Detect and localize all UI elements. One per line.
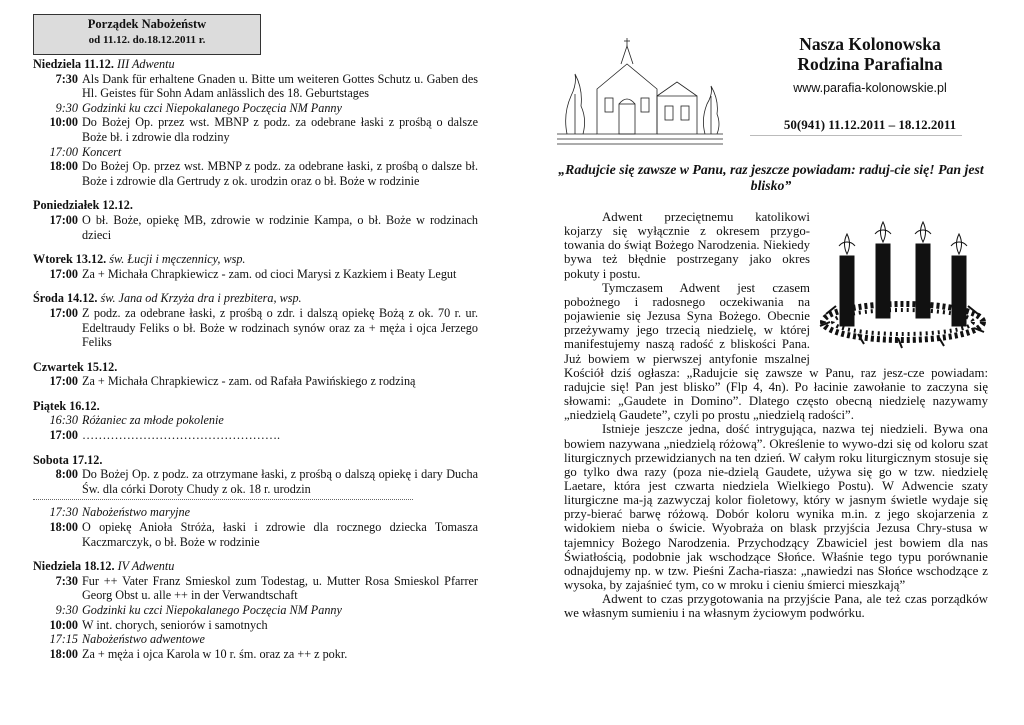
day-liturgical-note: IV Adwentu — [117, 559, 175, 574]
scripture-quote: „Radujcie się zawsze w Panu, raz jeszcze powiadam: raduj-cie się! Pan jest blisko” — [558, 162, 984, 193]
service-row — [33, 159, 478, 188]
service-row — [33, 505, 478, 520]
service-row — [33, 267, 478, 282]
service-time: 17:00 — [49, 305, 78, 320]
service-time: 18:00 — [49, 159, 78, 174]
service-description: Do Bożej Op. przez wst. MBNP z podz. za odebrane łaski z prośbą o dalsze Boże bł. i zdrowie dla rodziny — [82, 115, 478, 144]
service-time: 18:00 — [49, 646, 78, 661]
article-paragraph-4: Adwent to czas przygotowania na przyjście Pana, ale też czas porządków we własnym sumieniu i na własnym życiowym podwórku. — [564, 592, 988, 621]
day-heading — [33, 57, 478, 72]
day-heading — [33, 252, 478, 267]
parish-url[interactable]: www.parafia-kolonowskie.pl — [793, 81, 947, 95]
service-time: 17:30 — [49, 505, 78, 520]
day-label: Piątek 16.12. — [33, 398, 100, 413]
service-time: 17:00 — [49, 144, 78, 159]
day-label: Środa 14.12. — [33, 291, 98, 306]
service-row — [33, 115, 478, 144]
service-row — [33, 101, 478, 116]
day-heading — [33, 291, 478, 306]
article-paragraph-1: Adwent przeciętnemu katolikowi kojarzy się wyłącznie z okresem przygo-towania do świąt Bożego Narodzenia. Niekiedy bywa też błędnie postrzegany jako okres pokuty i postu. — [564, 210, 810, 281]
article-paragraph-3: Istnieje jeszcze jedna, dość intrygująca, nazwa tej niedzieli. Bywa ona bowiem nazywana „niedzielą różową”. Określenie to wywo-dzi się od koloru szat liturgicznych przewidzianych na ten dzień. W całym roku liturgicznym stosuje się go tylko dwa razy (poza nie-dzielą Gaudete, używa się go w tzw. niedzielę Laetare, która jest czwarta niedziela Wielkiego Postu). W Adwencie szaty liturgiczne ma-ją zazwyczaj kolor fioletowy, który w jasnym świetle wydaje się przy-bierać barwę różową. Dobór koloru wynika m.in. z jego skojarzenia z widokiem nieba o świcie. Wyobraża on blask przyjścia Jezusa Chry-stusa w tajemnicy Bożego Narodzenia. Przychodzący Zbawiciel jest bowiem dla nas Światłością, podobnie jak wschodzące Słońce. Właśnie tego typu porównanie odnajdujemy np. w tzw. Pieśni Zacha-riasza: „nawiedzi nas Słońce wschodzące z wysoka, by zajaśnieć tym, co w mroku i cieniu śmierci mieszkają” — [564, 422, 988, 593]
article — [564, 210, 988, 621]
service-time: 10:00 — [49, 617, 78, 632]
day-label: Niedziela 11.12. — [33, 57, 114, 71]
service-description: O opiekę Anioła Stróża, łaski i zdrowie dla rocznego dziecka Tomasza Kaczmarczyk, o bł. Boże w rodzinie — [82, 520, 478, 549]
day-liturgical-note: św. Łucji i męczennicy, wsp. — [109, 252, 246, 267]
service-time: 17:00 — [49, 266, 78, 281]
church-illustration — [557, 34, 723, 150]
service-description: Nabożeństwo maryjne — [82, 505, 190, 520]
advent-wreath-illustration — [818, 210, 988, 350]
service-row — [33, 574, 478, 603]
service-row — [33, 413, 478, 428]
service-description: Do Bożej Op. z podz. za otrzymane łaski, z prośbą o dalszą opiekę i dary Ducha Św. dla córki Doroty Chudy z ok. 18 r. urodzin — [82, 467, 478, 496]
service-description: W int. chorych, seniorów i samotnych — [82, 617, 268, 632]
day-label: Sobota 17.12. — [33, 452, 103, 467]
service-description: Als Dank für erhaltene Gnaden u. Bitte um weiteren Gottes Schutz u. Gaben des Hl. Geistes für Sohn Adam anlässlich des 18. Geburtstages — [82, 71, 478, 101]
day-heading — [33, 559, 478, 574]
service-time: 9:30 — [55, 100, 78, 115]
day-label: Niedziela 18.12. — [33, 559, 115, 574]
service-description: Koncert — [82, 144, 122, 159]
service-description: Godzinki ku czci Niepokalanego Poczęcia NM Panny — [82, 100, 342, 115]
parish-title-line1: Nasza Kolonowska — [799, 34, 941, 54]
service-time: 17:00 — [49, 212, 78, 227]
service-description: Z podz. za odebrane łaski, z prośbą o zdr. i dalszą opiekę Bożą z ok. 70 r. ur. Edeltraudy Feliks o bł. Boże w rodzinach synów oraz za + męża i ojca Jerzego Feliks — [82, 305, 478, 350]
service-description: Za + Michała Chrapkiewicz - zam. od cioci Marysi z Kazkiem i Beaty Legut — [82, 266, 457, 281]
parish-title — [750, 34, 990, 74]
service-time: 16:30 — [49, 413, 78, 428]
day-heading — [33, 453, 478, 468]
header-divider — [750, 135, 962, 136]
service-description: Fur ++ Vater Franz Smieskol zum Todestag, u. Mutter Rosa Smieskol Pfarrer Georg Obst u. alle ++ in der Verwandtschaft — [82, 573, 478, 603]
service-time: 17:00 — [49, 374, 78, 389]
service-description: …………………………………………. — [82, 428, 281, 443]
service-time: 8:00 — [55, 467, 78, 482]
service-row — [33, 632, 478, 647]
schedule-header-box — [33, 14, 261, 55]
service-description: Różaniec za młode pokolenie — [82, 413, 224, 428]
service-row — [33, 618, 478, 633]
service-time: 18:00 — [49, 520, 78, 535]
service-time: 7:30 — [55, 71, 78, 86]
service-description: O bł. Boże, opiekę MB, zdrowie w rodzinie Kampa, o bł. Boże w rodzinach dzieci — [82, 212, 478, 242]
schedule-title: Porządek Nabożeństw — [87, 17, 207, 31]
dotted-separator — [33, 499, 413, 500]
day-liturgical-note: III Adwentu — [116, 57, 175, 71]
service-row — [33, 647, 478, 662]
service-description: Nabożeństwo adwentowe — [82, 632, 205, 647]
service-row — [33, 72, 478, 101]
service-row — [33, 213, 478, 242]
service-description: Godzinki ku czci Niepokalanego Poczęcia NM Panny — [82, 603, 342, 617]
service-time: 17:00 — [49, 428, 78, 443]
day-label: Poniedziałek 12.12. — [33, 198, 133, 213]
service-description: Do Bożej Op. przez wst. MBNP z podz. za odebrane łaski, z prośbą o dalsze bł. Boże i zdrowie dla Gertrudy z ok. urodzin oraz o bł. Boże w rodzinie — [82, 159, 478, 188]
service-time: 10:00 — [49, 115, 78, 130]
day-heading — [33, 360, 478, 375]
service-description: Za + męża i ojca Karola w 10 r. śm. oraz za ++ z pokr. — [82, 646, 348, 661]
service-row — [33, 374, 478, 389]
issue-number: 50(941) 11.12.2011 – 18.12.2011 — [783, 117, 957, 132]
service-row — [33, 467, 478, 496]
day-liturgical-note: św. Jana od Krzyża dra i prezbitera, wsp. — [100, 291, 302, 306]
schedule-dates: od 11.12. do.18.12.2011 r. — [88, 34, 206, 46]
day-label: Czwartek 15.12. — [33, 359, 118, 374]
day-heading — [33, 399, 478, 414]
service-row — [33, 306, 478, 350]
service-time: 7:30 — [55, 573, 78, 588]
article-paragraph-2: Tymczasem Adwent jest czasem pobożnego i radosnego oczekiwania na pojawienie się Jezusa Syna Bożego. Obecnie przeżywamy jego trzecią niedzielę, w której manifestujemy naszą radość z bliskości Pana. Już bowiem w pierwszej antyfonie mszalnej Kościół dziś ogłasza: „Radujcie się zawsze w Panu, raz jesz-cze powiadam: radujcie się! Pan jest blisko” (Flp 4, 4n). Po łacinie zawołanie to zaczyna się słowami: „Gaudete in Domino”. Dlatego często obecną niedzielę nazywamy „niedzielą Gaudete”, czyli po prostu „niedzielą radości”. — [564, 280, 988, 423]
service-row — [33, 428, 478, 443]
day-heading — [33, 198, 478, 213]
parish-title-line2: Rodzina Parafialna — [797, 54, 943, 74]
schedule-list — [33, 57, 478, 661]
service-description: Za + Michała Chrapkiewicz - zam. od Rafała Pawińskiego z rodziną — [82, 374, 416, 389]
service-time: 17:15 — [49, 632, 78, 647]
service-time: 9:30 — [55, 603, 78, 617]
service-row — [33, 520, 478, 549]
day-label: Wtorek 13.12. — [33, 252, 107, 267]
service-row — [33, 145, 478, 160]
service-row — [33, 603, 478, 618]
